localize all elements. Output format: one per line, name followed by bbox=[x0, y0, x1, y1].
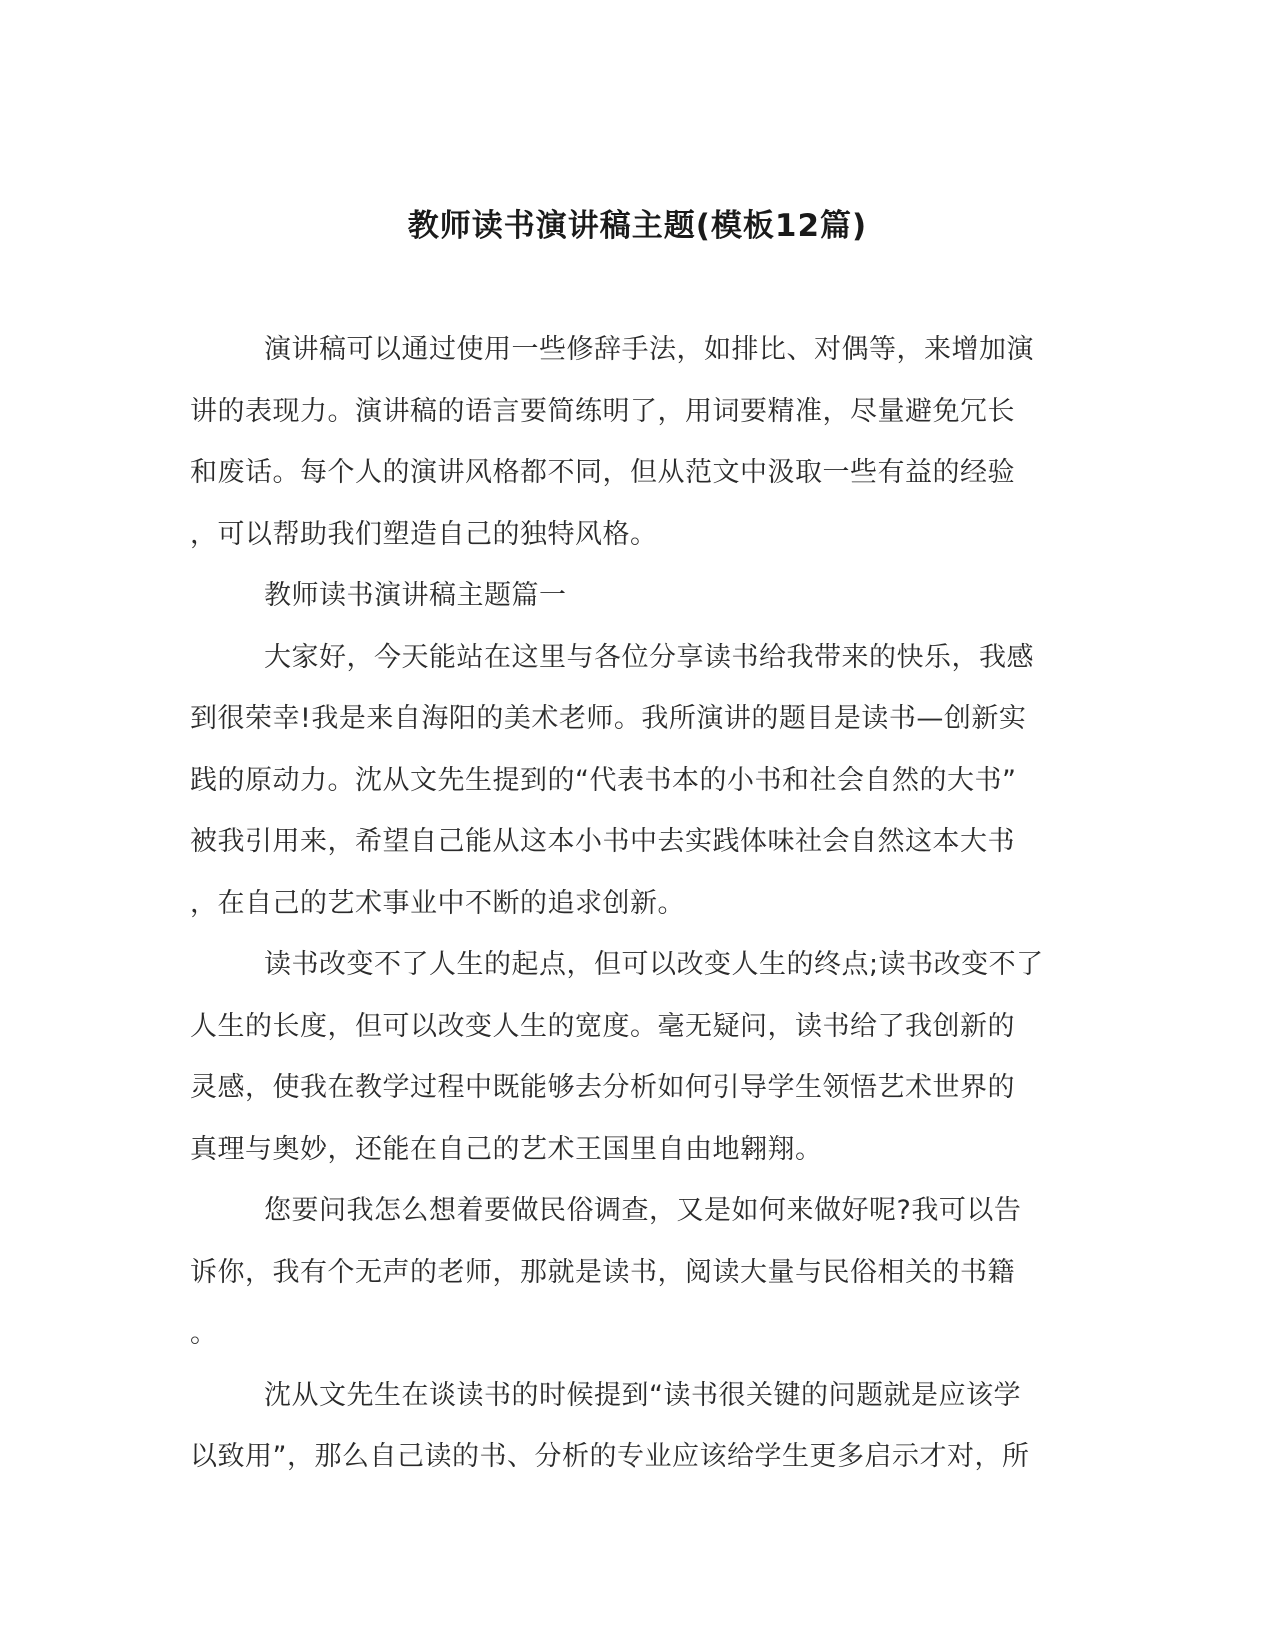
paragraph-line: 。 bbox=[190, 1318, 218, 1349]
paragraph-line: 讲的表现力。演讲稿的语言要简练明了，用词要精准，尽量避免冗长 bbox=[190, 395, 1015, 427]
paragraph-line: ，在自己的艺术事业中不断的追求创新。 bbox=[190, 887, 685, 919]
paragraph-line: 被我引用来，希望自己能从这本小书中去实践体味社会自然这本大书 bbox=[190, 826, 1015, 857]
document-title: 教师读书演讲稿主题(模板12篇) bbox=[407, 208, 868, 244]
paragraph-line: 诉你，我有个无声的老师，那就是读书，阅读大量与民俗相关的书籍 bbox=[190, 1256, 1015, 1288]
paragraph-line: 人生的长度，但可以改变人生的宽度。毫无疑问，读书给了我创新的 bbox=[190, 1010, 1015, 1042]
paragraph-line: ，可以帮助我们塑造自己的独特风格。 bbox=[190, 518, 658, 550]
paragraph-line: 和废话。每个人的演讲风格都不同，但从范文中汲取一些有益的经验 bbox=[190, 457, 1015, 488]
section-heading: 教师读书演讲稿主题篇一 bbox=[264, 580, 567, 611]
paragraph-line: 您要问我怎么想着要做民俗调查，又是如何来做好呢?我可以告 bbox=[264, 1195, 1022, 1226]
paragraph-line: 到很荣幸!我是来自海阳的美术老师。我所演讲的题目是读书—创新实 bbox=[190, 703, 1027, 734]
paragraph-line: 读书改变不了人生的起点，但可以改变人生的终点;读书改变不了 bbox=[264, 949, 1044, 980]
paragraph-line: 灵感，使我在教学过程中既能够去分析如何引导学生领悟艺术世界的 bbox=[190, 1072, 1015, 1103]
paragraph-line: 真理与奥妙，还能在自己的艺术王国里自由地翱翔。 bbox=[190, 1133, 823, 1165]
document-body bbox=[190, 330, 1085, 1499]
paragraph-line: 演讲稿可以通过使用一些修辞手法，如排比、对偶等，来增加演 bbox=[264, 334, 1034, 365]
paragraph-line: 大家好，今天能站在这里与各位分享读书给我带来的快乐，我感 bbox=[264, 641, 1034, 673]
paragraph-line: 以致用”，那么自己读的书、分析的专业应该给学生更多启示才对，所 bbox=[190, 1441, 1030, 1472]
paragraph-line: 沈从文先生在谈读书的时候提到“读书很关键的问题就是应该学 bbox=[264, 1379, 1021, 1411]
paragraph-line: 践的原动力。沈从文先生提到的“代表书本的小书和社会自然的大书” bbox=[190, 764, 1017, 796]
